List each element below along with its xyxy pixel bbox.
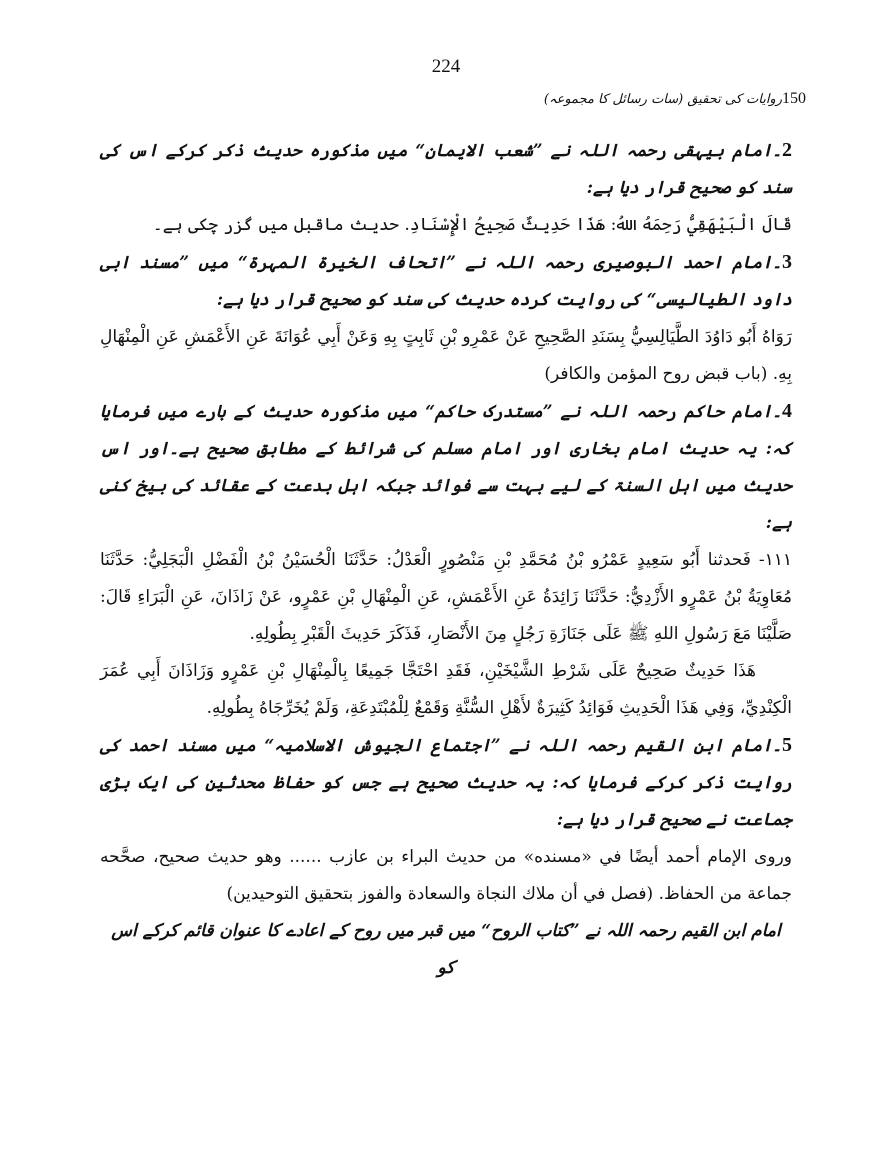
arabic-quote-busiri: رَوَاهُ أَبُو دَاوُدَ الطَّيَالِسِيُّ بِسَنَدِ الصَّحِيحِ عَنْ عَمْرِو بْنِ ثَابِتٍ بِهِ وَعَنْ أَبِي عُوَانَةَ عَنِ الأَعْمَشِ عَنِ الْمِنْهَالِ بِهِ. (باب قبض روح المؤمن والكافر) <box>100 327 792 384</box>
paragraph-busiri <box>100 244 792 319</box>
item-number: 5 <box>782 734 792 756</box>
arabic-hakim-verdict: هَذَا حَدِيثٌ صَحِيحٌ عَلَى شَرْطِ الشَّيْخَيْنِ، فَقَدِ احْتَجَّا جَمِيعًا بِالْمِنْهَالِ بْنِ عَمْرٍو وَزَاذَانَ أَبِي عُمَرَ الْكِنْدِيِّ، وَفِي هَذَا الْحَدِيثِ فَوَائِدُ كَثِيرَةٌ لأَهْلِ السُّنَّةِ وَقَمْعٌ لِلْمُبْتَدِعَةِ، وَلَمْ يُخَرِّجَاهُ بِطُولِهِ. <box>100 661 792 718</box>
page-content <box>100 132 792 987</box>
arabic-hadith-111: ١١١- فَحدثنا أَبُو سَعِيدٍ عَمْرُو بْنُ مُحَمَّدِ بْنِ مَنْصُورٍ الْعَدْلُ: حَدَّثَنَا الْحُسَيْنُ بْنُ الْفَضْلِ الْبَجَلِيُّ: حَدَّثَنَا مُعَاوِيَةُ بْنُ عَمْرٍو الأَزْدِيُّ: حَدَّثَنَا زَائِدَةُ عَنِ الأَعْمَشِ، عَنِ الْمِنْهَالِ بْنِ عَمْرٍو، عَنْ زَاذَانَ، عَنِ الْبَرَاءِ قَالَ: صَلَّيْنَا مَعَ رَسُولِ اللهِ ﷺ عَلَى جَنَازَةِ رَجُلٍ مِنَ الأَنْصَارِ، فَذَكَرَ حَدِيثَ الْقَبْرِ بِطُولِهِ. <box>100 550 792 644</box>
paragraph-text: ۔امام احمد البوصیری رحمہ اللہ نے ”اتحاف الخیرۃ المہرۃ“ میں ”مسند ابی داود الطیالیسی“ کی روایت کردہ حدیث کی سند کو صحیح قرار دیا ہے: <box>100 253 792 310</box>
running-header-number: 150 <box>782 90 806 107</box>
paragraph-ibn-qayyim-ijtima <box>100 727 792 839</box>
running-header <box>206 90 806 108</box>
paragraph-text: ۔امام حاکم رحمہ اللہ نے ”مستدرک حاکم“ میں مذکورہ حدیث کے بارے میں فرمایا کہ: یہ حدیث امام بخاری اور امام مسلم کی شرائط کے مطابق صحیح ہے۔اور اس حدیث میں اہل السنۃ کے لیے بہت سے فوائد جبکہ اہل بدعت کے عقائد کی بیخ کنی ہے: <box>100 402 792 533</box>
item-number: 3 <box>782 251 792 273</box>
item-number: 2 <box>782 139 792 161</box>
arabic-quote-ibn-qayyim: وروى الإمام أحمد أيضًا في «مسنده» من حديث البراء بن عازب ...... وهو حديث صحيح، صحَّحه جماعة من الحفاظ. (فصل في أن ملاك النجاة والسعادة والفوز بتحقيق التوحيدين) <box>100 847 792 904</box>
arabic-quote-bayhaqi: قَالَ الْبَيْهَقِيُّ رَحِمَهُ اللهُ: هَذَا حَدِيثٌ صَحِيحُ الْإِسْنَادِ. حدیث ماقبل میں گزر چکی ہے۔ <box>152 215 792 235</box>
page-number: 224 <box>431 56 461 77</box>
header-rule <box>100 114 790 115</box>
paragraph-hakim <box>100 393 792 542</box>
running-header-text: روایات کی تحقیق (سات رسائل کا مجموعہ) <box>543 92 782 107</box>
paragraph-text: ۔امام ابن القیم رحمہ اللہ نے ”اجتماع الجیوش الاسلامیہ“ میں مسند احمد کی روایت ذکر کرکے فرمایا کہ: یہ حدیث صحیح ہے جس کو حفاظ محدثین کی ایک بڑی جماعت نے صحیح قرار دیا ہے: <box>100 736 792 830</box>
paragraph-text: ۔امام بیہقی رحمہ اللہ نے ”شعب الایمان“ میں مذکورہ حدیث ذکر کرکے اس کی سند کو صحیح قرار دیا ہے: <box>100 141 792 198</box>
item-number: 4 <box>782 400 792 422</box>
paragraph-kitab-al-ruh: امام ابن القیم رحمہ اللہ نے ”کتاب الروح“ میں قبر میں روح کے اعادے کا عنوان قائم کرکے اس کو <box>111 921 781 978</box>
paragraph-bayhaqi <box>100 132 792 207</box>
